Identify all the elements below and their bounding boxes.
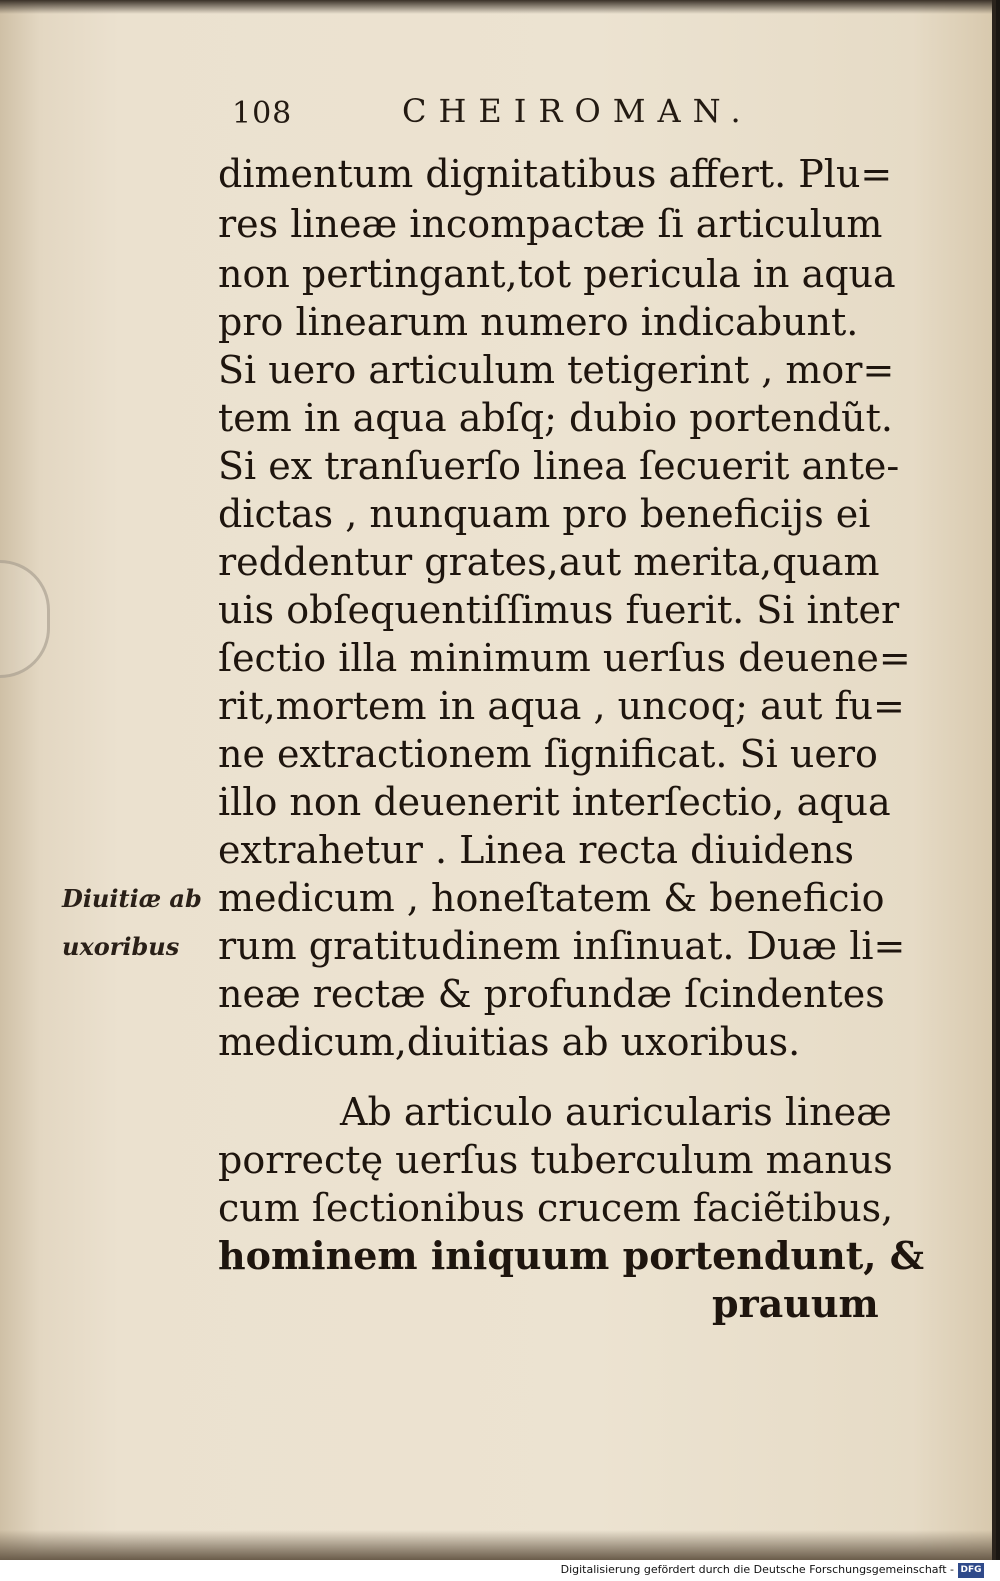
text-line: Si ex tranſuerſo linea ſecuerit ante- bbox=[218, 444, 900, 488]
text-line: tem in aqua abſq; dubio portendũt. bbox=[218, 396, 894, 440]
catchword: prauum bbox=[712, 1281, 879, 1326]
text-line: cum ſectionibus crucem faciẽtibus, bbox=[218, 1186, 894, 1230]
page-number: 108 bbox=[232, 96, 293, 131]
text-line: dictas , nunquam pro beneficijs ei bbox=[218, 492, 871, 536]
page-clip bbox=[0, 560, 50, 678]
text-line: neæ rectæ & profundæ ſcindentes bbox=[218, 972, 885, 1016]
text-line: uis obſequentiſſimus fuerit. Si inter bbox=[218, 588, 900, 632]
text-line: extrahetur . Linea recta diuidens bbox=[218, 828, 855, 872]
text-line: medicum , honeſtatem & beneficio bbox=[218, 876, 885, 920]
text-line: Si uero articulum tetigerint , mor= bbox=[218, 348, 895, 392]
text-line: dimentum dignitatibus affert. Plu= bbox=[218, 152, 893, 196]
text-line: hominem iniquum portendunt, & bbox=[218, 1233, 925, 1278]
text-line: res lineæ incompactæ ſi articulum bbox=[218, 202, 883, 246]
margin-note-line-2: uxoribus bbox=[62, 932, 180, 961]
text-line: rit,mortem in aqua , uncoq; aut fu= bbox=[218, 684, 905, 728]
text-line: porrectę uerſus tuberculum manus bbox=[218, 1138, 893, 1182]
margin-note-line-1: Diuitiæ ab bbox=[62, 884, 202, 913]
text-line: pro linearum numero indicabunt. bbox=[218, 300, 859, 344]
page-header bbox=[232, 92, 792, 136]
text-line: rum gratitudinem inſinuat. Duæ li= bbox=[218, 924, 906, 968]
footer-credit: Digitalisierung gefördert durch die Deutsche Forschungsgemeinschaft - bbox=[560, 1563, 954, 1576]
text-line: ſectio illa minimum uerſus deuene= bbox=[218, 636, 911, 680]
dfg-logo: DFG bbox=[958, 1563, 984, 1578]
text-line: ne extractionem ſignificat. Si uero bbox=[218, 732, 878, 776]
running-title: CHEIROMAN. bbox=[402, 92, 753, 130]
text-line: medicum,diuitias ab uxoribus. bbox=[218, 1020, 801, 1064]
text-line: illo non deuenerit interſectio, aqua bbox=[218, 780, 891, 824]
text-line: Ab articulo auricularis lineæ bbox=[340, 1090, 892, 1134]
text-line: reddentur grates,aut merita,quam bbox=[218, 540, 880, 584]
text-line: non pertingant,tot pericula in aqua bbox=[218, 252, 896, 296]
digitization-footer bbox=[0, 1560, 1000, 1581]
